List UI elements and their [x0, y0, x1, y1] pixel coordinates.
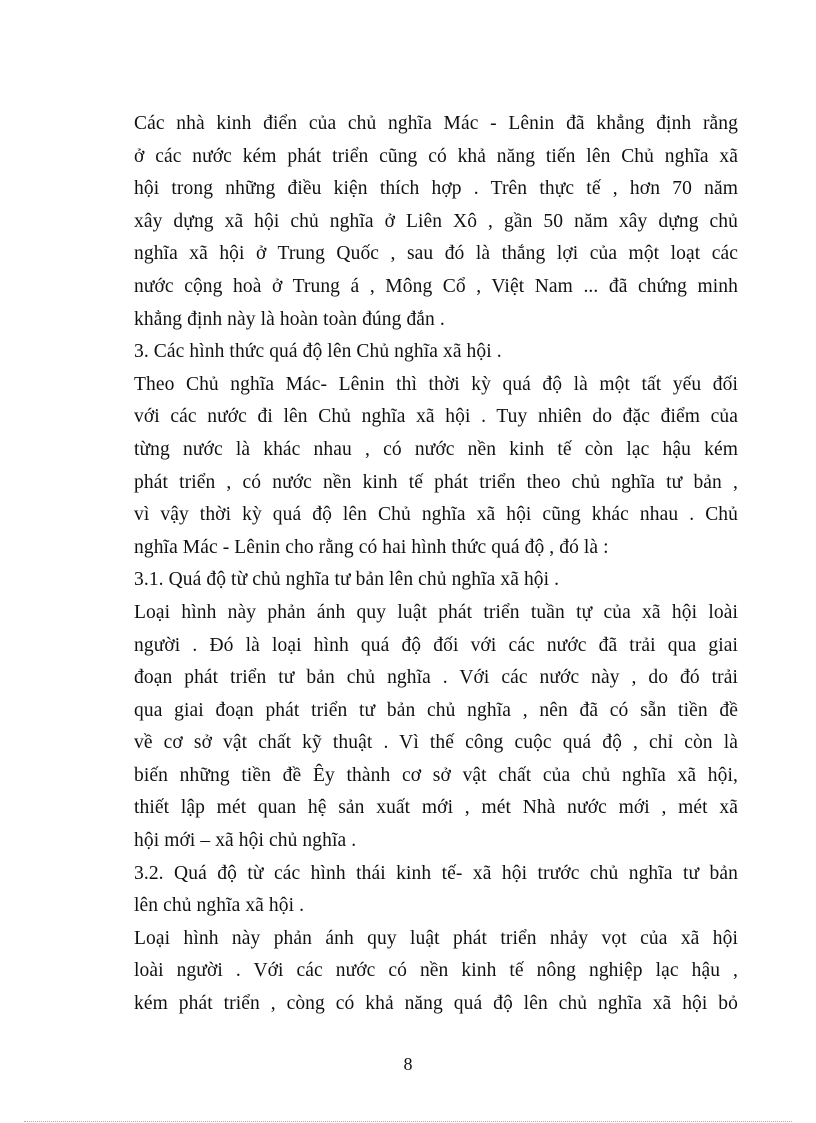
text-line: hội trong những điều kiện thích hợp . Trên thực tế , hơn 70 năm	[134, 178, 738, 200]
text-line: từng nước là khác nhau , có nước nền kinh tế còn lạc hậu kém	[134, 438, 738, 460]
section-heading-3-1: 3.1. Quá độ từ chủ nghĩa tư bản lên chủ nghĩa xã hội .	[134, 569, 560, 591]
text-line: vì vậy thời kỳ quá độ lên Chủ nghĩa xã hội cũng khác nhau . Chủ	[134, 504, 738, 526]
text-line: biến những tiền đề Êy thành cơ sở vật chất của chủ nghĩa xã hội,	[134, 764, 738, 786]
text-line: ở các nước kém phát triển cũng có khả năng tiến lên Chủ nghĩa xã	[134, 145, 738, 167]
section-heading-3-2: 3.2. Quá độ từ các hình thái kinh tế- xã hội trước chủ nghĩa tư bản	[134, 862, 738, 884]
footer-divider	[24, 1121, 792, 1122]
text-line: nghĩa xã hội ở Trung Quốc , sau đó là thắng lợi của một loạt các	[134, 243, 738, 265]
section-heading-3-2-cont: lên chủ nghĩa xã hội .	[134, 895, 305, 917]
text-line: thiết lập mét quan hệ sản xuất mới , mét Nhà nước mới , mét xã	[134, 797, 738, 819]
text-line: Các nhà kinh điển của chủ nghĩa Mác - Lênin đã khẳng định rằng	[134, 113, 738, 134]
text-line: hội mới – xã hội chủ nghĩa .	[134, 830, 357, 852]
page-number: 8	[403, 1054, 413, 1074]
text-line: nước cộng hoà ở Trung á , Mông Cổ , Việt Nam ... đã chứng minh	[134, 275, 738, 297]
body-text	[134, 108, 738, 1021]
text-line: người . Đó là loại hình quá độ đối với các nước đã trải qua giai	[134, 634, 738, 656]
text-line: đoạn phát triển tư bản chủ nghĩa . Với các nước này , do đó trải	[134, 667, 738, 689]
text-line: về cơ sở vật chất kỹ thuật . Vì thế công cuộc quá độ , chỉ còn là	[134, 732, 738, 754]
text-line: với các nước đi lên Chủ nghĩa xã hội . Tuy nhiên do đặc điểm của	[134, 406, 738, 428]
section-heading-3: 3. Các hình thức quá độ lên Chủ nghĩa xã hội .	[134, 341, 502, 363]
text-line: loài người . Với các nước có nền kinh tế nông nghiệp lạc hậu ,	[134, 960, 738, 982]
text-line: phát triển , có nước nền kinh tế phát triển theo chủ nghĩa tư bản ,	[134, 471, 738, 493]
text-line: kém phát triển , còng có khả năng quá độ lên chủ nghĩa xã hội bỏ	[134, 993, 738, 1015]
text-line: nghĩa Mác - Lênin cho rằng có hai hình thức quá độ , đó là :	[134, 536, 609, 558]
text-line: Loại hình này phản ánh quy luật phát triển tuần tự của xã hội loài	[134, 601, 738, 623]
text-line: Theo Chủ nghĩa Mác- Lênin thì thời kỳ quá độ là một tất yếu đối	[134, 373, 738, 395]
text-line: qua giai đoạn phát triển tư bản chủ nghĩa , nên đã có sẵn tiền đề	[134, 699, 738, 721]
text-line: khẳng định này là hoàn toàn đúng đắn .	[134, 308, 445, 330]
text-line: Loại hình này phản ánh quy luật phát triển nhảy vọt của xã hội	[134, 927, 738, 949]
text-line: xây dựng xã hội chủ nghĩa ở Liên Xô , gần 50 năm xây dựng chủ	[134, 210, 738, 232]
